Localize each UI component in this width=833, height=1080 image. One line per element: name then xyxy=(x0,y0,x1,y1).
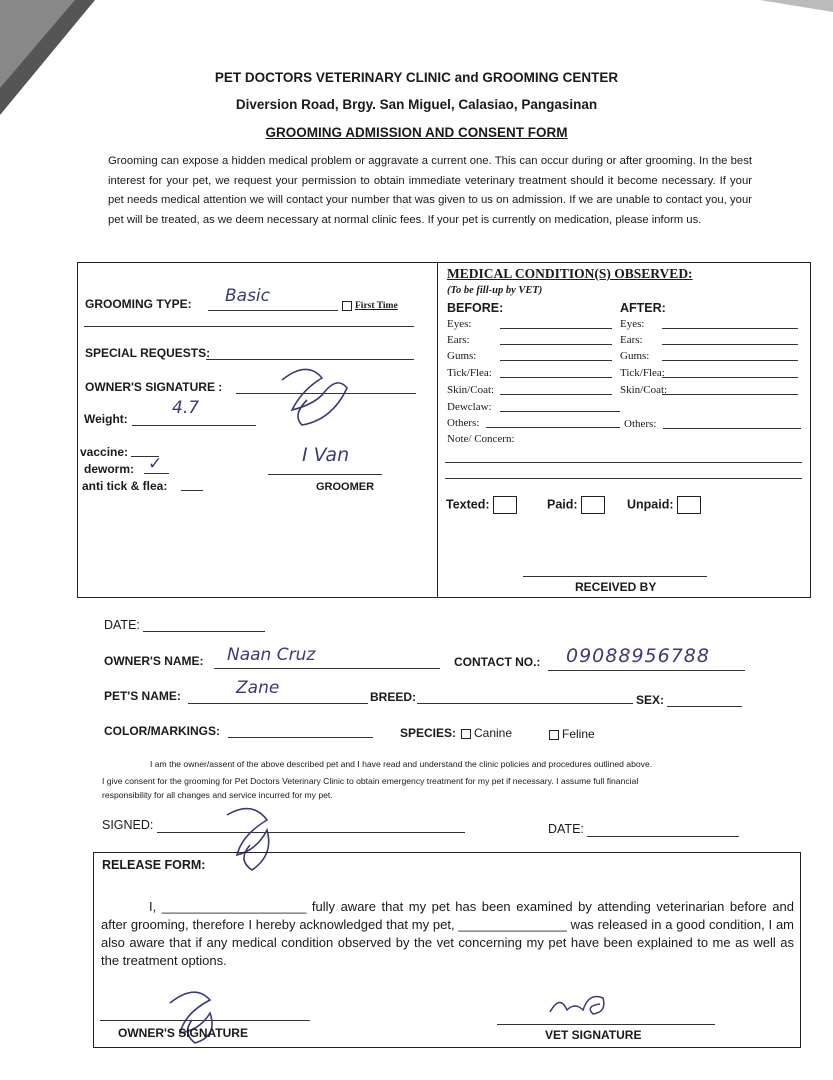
medical-after-field[interactable] xyxy=(662,360,798,361)
medical-after-label: Skin/Coat: xyxy=(620,384,668,396)
medical-subtitle: (To be fill-up by VET) xyxy=(447,285,543,296)
sex-label: SEX: xyxy=(636,693,665,707)
before-label: BEFORE: xyxy=(447,301,504,315)
paid-checkbox[interactable] xyxy=(581,496,605,514)
date-field[interactable] xyxy=(143,631,265,632)
release-owner-signature-label: OWNER'S SIGNATURE xyxy=(118,1026,248,1040)
medical-after-label: Gums: xyxy=(620,350,650,362)
contact-field[interactable] xyxy=(548,670,745,671)
consent-line-1: I am the owner/assent of the above described pet and I have read and understand the clinic policies and procedures outlined above. xyxy=(150,759,653,769)
special-requests-label: SPECIAL REQUESTS: xyxy=(85,346,211,360)
antitick-field[interactable] xyxy=(181,490,203,491)
owner-signature-label: OWNER'S SIGNATURE : xyxy=(85,380,223,394)
breed-label: BREED: xyxy=(370,690,417,704)
intro-paragraph: Grooming can expose a hidden medical problem or aggravate a current one. This can occur during or after grooming. In the best interest for your pet, we request your permission to obtain immediate veterinary treatment should it become necessary. If your pet needs medical attention we will contact your number that was given to us on admission. If we are unable to contact you, your pet will be treated, as we deem necessary at normal clinic fees. If your pet is currently on medication, please inform us. xyxy=(108,155,752,226)
medical-after-field[interactable] xyxy=(662,328,798,329)
medical-before-field[interactable] xyxy=(500,377,612,378)
received-by-label: RECEIVED BY xyxy=(575,580,657,594)
medical-after-field[interactable] xyxy=(662,344,798,345)
date-label: DATE: xyxy=(104,618,140,632)
texted-checkbox-group xyxy=(446,496,517,514)
medical-after-label: Ears: xyxy=(620,334,643,346)
after-label: AFTER: xyxy=(620,301,666,315)
deworm-label: deworm: xyxy=(84,462,135,476)
note-concern-label: Note/ Concern: xyxy=(447,433,515,445)
owner-name-label: OWNER'S NAME: xyxy=(104,654,204,668)
owner-signature-scribble xyxy=(262,360,362,435)
received-by-line[interactable] xyxy=(523,576,707,577)
deworm-check-mark: ✓ xyxy=(148,454,163,474)
medical-before-label: Tick/Flea: xyxy=(447,367,492,379)
groomer-line xyxy=(268,474,382,475)
color-markings-label: COLOR/MARKINGS: xyxy=(104,724,220,738)
grooming-type-value: Basic xyxy=(225,286,271,306)
medical-after-label: Tick/Flea: xyxy=(620,367,665,379)
texted-checkbox[interactable] xyxy=(493,496,517,514)
medical-before-label: Gums: xyxy=(447,350,477,362)
form-title: GROOMING ADMISSION AND CONSENT FORM xyxy=(265,125,568,140)
others-after-label: Others: xyxy=(624,418,657,430)
color-markings-field[interactable] xyxy=(228,737,373,738)
others-before-label: Others: xyxy=(447,417,480,429)
canine-option[interactable] xyxy=(461,726,512,740)
unpaid-checkbox-group xyxy=(627,496,701,514)
note-line-2[interactable] xyxy=(445,478,802,479)
medical-before-field[interactable] xyxy=(500,328,612,329)
feline-label: Feline xyxy=(562,727,595,741)
species-label: SPECIES: xyxy=(400,726,457,740)
contact-value: 09088956788 xyxy=(566,645,710,667)
groomer-label: GROOMER xyxy=(316,481,375,493)
grooming-extra-line xyxy=(84,326,414,327)
medical-before-field[interactable] xyxy=(500,394,612,395)
texted-label: Texted: xyxy=(446,497,490,512)
groomer-name: I Van xyxy=(302,444,350,466)
pet-name-field[interactable] xyxy=(188,703,368,704)
antitick-label: anti tick & flea: xyxy=(82,479,168,493)
others-before-field[interactable] xyxy=(486,427,620,428)
clinic-address: Diversion Road, Brgy. San Miguel, Calasiao, Pangasinan xyxy=(235,97,598,112)
checkbox-square[interactable] xyxy=(342,301,352,311)
weight-label: Weight: xyxy=(84,412,128,426)
paid-checkbox-group xyxy=(547,496,605,514)
consent-line-3: responsibility for all changes and service incurred for my pet. xyxy=(102,790,333,800)
unpaid-label: Unpaid: xyxy=(627,497,674,512)
dewclaw-label: Dewclaw: xyxy=(447,401,492,413)
consent-line-2: I give consent for the grooming for Pet Doctors Veterinary Clinic to obtain emergency treatment for my pet if necessary. I assume full financial xyxy=(102,776,639,786)
owner-name-value: Naan Cruz xyxy=(227,645,316,665)
medical-after-label: Eyes: xyxy=(620,318,645,330)
feline-checkbox[interactable] xyxy=(549,730,559,740)
signed-label: SIGNED: xyxy=(102,818,154,832)
medical-after-field[interactable] xyxy=(662,377,798,378)
medical-before-field[interactable] xyxy=(500,360,612,361)
box-divider xyxy=(437,263,438,597)
canine-checkbox[interactable] xyxy=(461,729,471,739)
vaccine-label: vaccine: xyxy=(80,445,129,459)
weight-field[interactable] xyxy=(132,425,256,426)
consent-date-field[interactable] xyxy=(587,836,739,837)
first-time-checkbox[interactable] xyxy=(342,301,398,311)
release-text: I, ____________________ fully aware that my pet has been examined by attending veterinarian before and after grooming, therefore I hereby acknowledged that my pet, _______________ was released in a good condition, I am also aware that if any medical condition observed by the vet concerning my pet have been explained to me as well as the treatment options. xyxy=(101,899,794,968)
medical-before-field[interactable] xyxy=(500,344,612,345)
sex-field[interactable] xyxy=(667,706,742,707)
release-title: RELEASE FORM: xyxy=(102,858,206,872)
feline-option[interactable] xyxy=(549,727,595,741)
first-time-label: First Time xyxy=(355,301,398,312)
grooming-medical-box xyxy=(77,262,811,598)
owner-name-field[interactable] xyxy=(214,668,440,669)
grooming-type-field[interactable] xyxy=(208,310,338,311)
others-after-field[interactable] xyxy=(663,428,801,429)
vet-signature-scribble xyxy=(545,984,615,1029)
canine-label: Canine xyxy=(474,726,513,740)
breed-field[interactable] xyxy=(417,703,633,704)
medical-before-label: Eyes: xyxy=(447,318,472,330)
pet-name-label: PET'S NAME: xyxy=(104,689,181,703)
medical-before-label: Ears: xyxy=(447,334,470,346)
signed-field[interactable] xyxy=(157,832,465,833)
grooming-type-label: GROOMING TYPE: xyxy=(85,297,192,311)
medical-before-label: Skin/Coat: xyxy=(447,384,495,396)
medical-title: MEDICAL CONDITION(S) OBSERVED: xyxy=(447,266,693,281)
vet-signature-label: VET SIGNATURE xyxy=(545,1028,642,1042)
medical-after-field[interactable] xyxy=(662,394,798,395)
dewclaw-field[interactable] xyxy=(500,411,620,412)
pet-name-value: Zane xyxy=(236,678,280,698)
clinic-name: PET DOCTORS VETERINARY CLINIC and GROOMING CENTER xyxy=(214,70,619,85)
consent-date-label: DATE: xyxy=(548,822,584,836)
contact-label: CONTACT NO.: xyxy=(454,655,541,669)
unpaid-checkbox[interactable] xyxy=(677,496,701,514)
paid-label: Paid: xyxy=(547,497,578,512)
weight-value: 4.7 xyxy=(172,398,200,418)
note-line-1[interactable] xyxy=(445,462,802,463)
